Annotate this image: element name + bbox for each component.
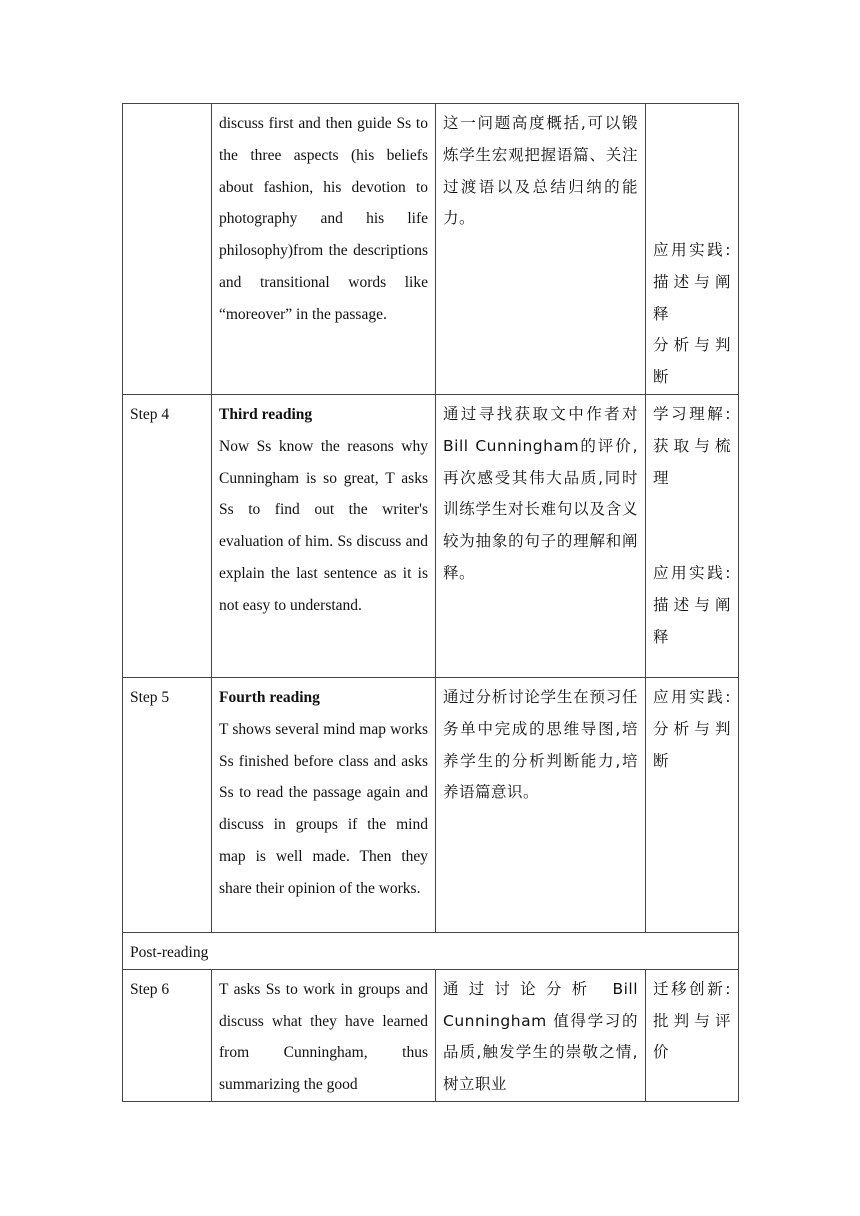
step-cell [123,677,212,932]
step-label: Step 5 [130,688,170,706]
activity-cell [212,969,436,1101]
purpose-cell [436,677,646,932]
step-cell [123,104,212,395]
ability-cell [646,969,739,1101]
purpose-cell [436,969,646,1101]
purpose-text: 通过讨论分析 Bill Cunningham 值得学习的品质,触发学生的崇敬之情,树立职业 [443,979,638,1094]
section-label: Post-reading [130,943,209,961]
activity-text: discuss first and then guide Ss to the three aspects (his beliefs about fashion, his devotion to photography and his life philosophy)from the descriptions and transitional words like “moreover” in the passage. [219,115,428,323]
activity-text: T shows several mind map works Ss finished before class and asks Ss to read the passage again and discuss in groups if the mind map is well made. Then they share their opinion of the works. [219,720,428,897]
activity-cell [212,104,436,395]
lesson-plan-table [122,103,739,1102]
activity-title: Third reading [219,405,313,423]
ability-text: 应用实践: 描述与阐释 [653,241,731,323]
activity-text: T asks Ss to work in groups and discuss what they have learned from Cunningham, thus summarizing the good [219,980,428,1094]
table-row [123,969,739,1101]
step-label: Step 4 [130,405,170,423]
purpose-text: 通过寻找获取文中作者对 Bill Cunningham的评价,再次感受其伟大品质,同时训练学生对长难句以及含义较为抽象的句子的理解和阐释。 [443,404,638,582]
section-cell [123,932,739,969]
ability-text: 分析与判断 [653,336,731,387]
ability-text: 学习理解: 获取与梳理 [653,404,731,487]
step-cell [123,969,212,1101]
activity-cell [212,394,436,677]
ability-cell [646,104,739,395]
ability-text: 应用实践: 分析与判断 [653,687,731,770]
purpose-text: 通过分析讨论学生在预习任务单中完成的思维导图,培养学生的分析判断能力,培养语篇意识。 [443,687,638,802]
ability-text: 应用实践: 描述与阐释 [653,564,731,646]
purpose-cell [436,104,646,395]
ability-text: 迁移创新: 批判与评价 [653,979,731,1062]
step-label: Step 6 [130,980,170,998]
table-row [123,104,739,395]
activity-text: Now Ss know the reasons why Cunningham is so great, T asks Ss to find out the writer's evaluation of him. Ss discuss and explain the last sentence as it is not easy to understand. [219,437,428,614]
activity-cell [212,677,436,932]
purpose-cell [436,394,646,677]
ability-cell [646,677,739,932]
activity-title: Fourth reading [219,688,320,706]
purpose-text: 这一问题高度概括,可以锻炼学生宏观把握语篇、关注过渡语以及总结归纳的能力。 [443,114,638,228]
table-row [123,677,739,932]
table-row [123,394,739,677]
table-row [123,932,739,969]
ability-cell [646,394,739,677]
step-cell [123,394,212,677]
